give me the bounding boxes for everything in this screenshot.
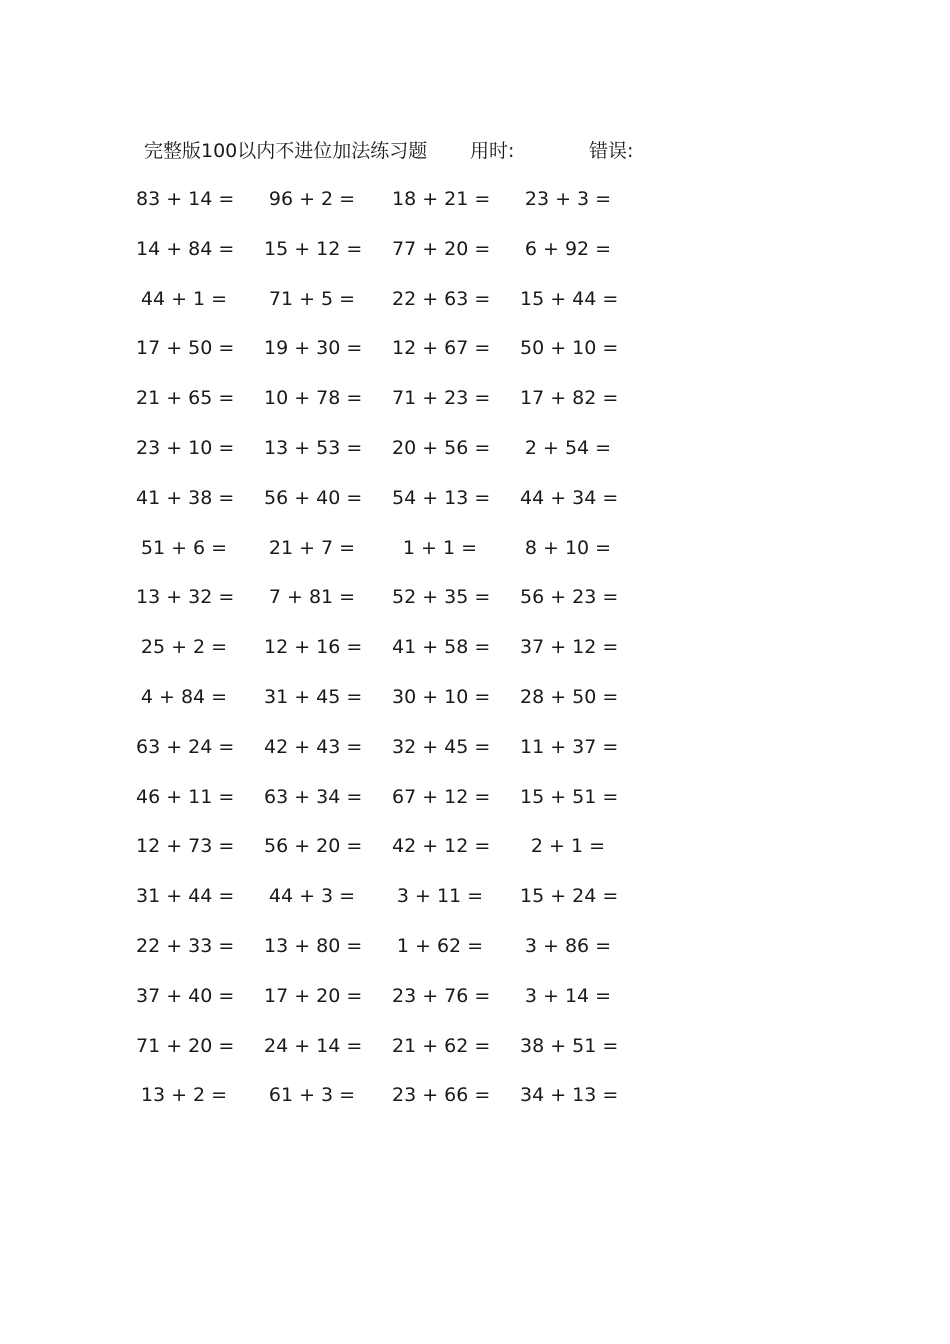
addition-problem: 44 + 3 = <box>268 885 356 908</box>
problem-row <box>0 682 950 732</box>
addition-problem: 17 + 82 = <box>520 387 619 410</box>
addition-problem: 22 + 63 = <box>392 287 491 310</box>
addition-problem: 56 + 20 = <box>264 835 363 858</box>
addition-problem: 41 + 58 = <box>392 636 491 659</box>
addition-problem: 13 + 80 = <box>264 934 363 957</box>
addition-problem: 96 + 2 = <box>268 188 356 210</box>
addition-problem: 56 + 40 = <box>264 486 363 509</box>
addition-problem: 15 + 24 = <box>520 885 619 908</box>
problem-row <box>0 533 950 583</box>
problem-row <box>0 732 950 782</box>
addition-problem: 11 + 37 = <box>520 735 619 758</box>
addition-problem: 22 + 33 = <box>136 934 235 957</box>
addition-problem: 4 + 84 = <box>140 685 228 708</box>
addition-problem: 21 + 7 = <box>268 536 356 559</box>
addition-problem: 12 + 67 = <box>392 337 491 360</box>
addition-problem: 10 + 78 = <box>264 387 363 410</box>
addition-problem: 32 + 45 = <box>392 735 491 758</box>
addition-problem: 38 + 51 = <box>520 1034 619 1057</box>
addition-problem: 20 + 56 = <box>392 436 491 459</box>
addition-problem: 12 + 16 = <box>264 636 363 659</box>
problem-row <box>0 234 950 284</box>
addition-problem: 67 + 12 = <box>392 785 491 808</box>
problem-row <box>0 333 950 383</box>
addition-problem: 37 + 12 = <box>520 636 619 659</box>
addition-problem: 71 + 20 = <box>136 1034 235 1057</box>
addition-problem: 31 + 44 = <box>136 885 235 908</box>
addition-problem: 14 + 84 = <box>136 237 235 260</box>
addition-problem: 51 + 6 = <box>140 536 228 559</box>
addition-problem: 54 + 13 = <box>392 486 491 509</box>
problem-row <box>0 931 950 981</box>
addition-problem: 21 + 62 = <box>392 1034 491 1057</box>
addition-problem: 2 + 54 = <box>524 436 612 459</box>
addition-problem: 83 + 14 = <box>136 188 235 210</box>
errors-label: 错误: <box>589 140 634 162</box>
addition-problem: 46 + 11 = <box>136 785 235 808</box>
addition-problem: 42 + 43 = <box>264 735 363 758</box>
time-label: 用时: <box>470 140 515 162</box>
addition-problem: 63 + 24 = <box>136 735 235 758</box>
addition-problem: 18 + 21 = <box>392 188 491 210</box>
addition-problem: 61 + 3 = <box>268 1084 356 1107</box>
addition-problem: 13 + 32 = <box>136 586 235 609</box>
addition-problem: 3 + 11 = <box>396 885 484 908</box>
addition-problem: 3 + 14 = <box>524 984 612 1007</box>
addition-problem: 23 + 66 = <box>392 1084 491 1107</box>
addition-problem: 24 + 14 = <box>264 1034 363 1057</box>
addition-problem: 13 + 2 = <box>140 1084 228 1107</box>
problem-row <box>0 1080 950 1130</box>
addition-problem: 25 + 2 = <box>140 636 228 659</box>
addition-problem: 30 + 10 = <box>392 685 491 708</box>
addition-problem: 42 + 12 = <box>392 835 491 858</box>
worksheet-header <box>0 136 950 166</box>
addition-problem: 2 + 1 = <box>530 835 606 858</box>
addition-problem: 12 + 73 = <box>136 835 235 858</box>
problem-grid <box>0 184 950 1130</box>
problem-row <box>0 782 950 832</box>
problem-row <box>0 284 950 334</box>
problem-row <box>0 1031 950 1081</box>
addition-problem: 13 + 53 = <box>264 436 363 459</box>
addition-problem: 31 + 45 = <box>264 685 363 708</box>
addition-problem: 28 + 50 = <box>520 685 619 708</box>
addition-problem: 44 + 1 = <box>140 287 228 310</box>
addition-problem: 23 + 76 = <box>392 984 491 1007</box>
addition-problem: 63 + 34 = <box>264 785 363 808</box>
problem-row <box>0 483 950 533</box>
addition-problem: 77 + 20 = <box>392 237 491 260</box>
addition-problem: 6 + 92 = <box>524 237 612 260</box>
addition-problem: 1 + 1 = <box>402 536 478 559</box>
addition-problem: 21 + 65 = <box>136 387 235 410</box>
addition-problem: 8 + 10 = <box>524 536 612 559</box>
addition-problem: 15 + 44 = <box>520 287 619 310</box>
problem-row <box>0 383 950 433</box>
addition-problem: 1 + 62 = <box>396 934 484 957</box>
addition-problem: 56 + 23 = <box>520 586 619 609</box>
addition-problem: 3 + 86 = <box>524 934 612 957</box>
problem-row <box>0 433 950 483</box>
addition-problem: 52 + 35 = <box>392 586 491 609</box>
addition-problem: 17 + 50 = <box>136 337 235 360</box>
addition-problem: 71 + 23 = <box>392 387 491 410</box>
problem-row <box>0 881 950 931</box>
problem-row <box>0 632 950 682</box>
problem-row <box>0 981 950 1031</box>
problem-row <box>0 184 950 234</box>
problem-row <box>0 831 950 881</box>
addition-problem: 41 + 38 = <box>136 486 235 509</box>
addition-problem: 15 + 12 = <box>264 237 363 260</box>
addition-problem: 71 + 5 = <box>268 287 356 310</box>
addition-problem: 17 + 20 = <box>264 984 363 1007</box>
addition-problem: 37 + 40 = <box>136 984 235 1007</box>
addition-problem: 44 + 34 = <box>520 486 619 509</box>
addition-problem: 23 + 10 = <box>136 436 235 459</box>
addition-problem: 50 + 10 = <box>520 337 619 360</box>
problem-row <box>0 582 950 632</box>
addition-problem: 15 + 51 = <box>520 785 619 808</box>
addition-problem: 19 + 30 = <box>264 337 363 360</box>
addition-problem: 7 + 81 = <box>268 586 356 609</box>
addition-problem: 23 + 3 = <box>524 188 612 210</box>
worksheet-title: 完整版100以内不进位加法练习题 <box>144 140 428 162</box>
addition-problem: 34 + 13 = <box>520 1084 619 1107</box>
